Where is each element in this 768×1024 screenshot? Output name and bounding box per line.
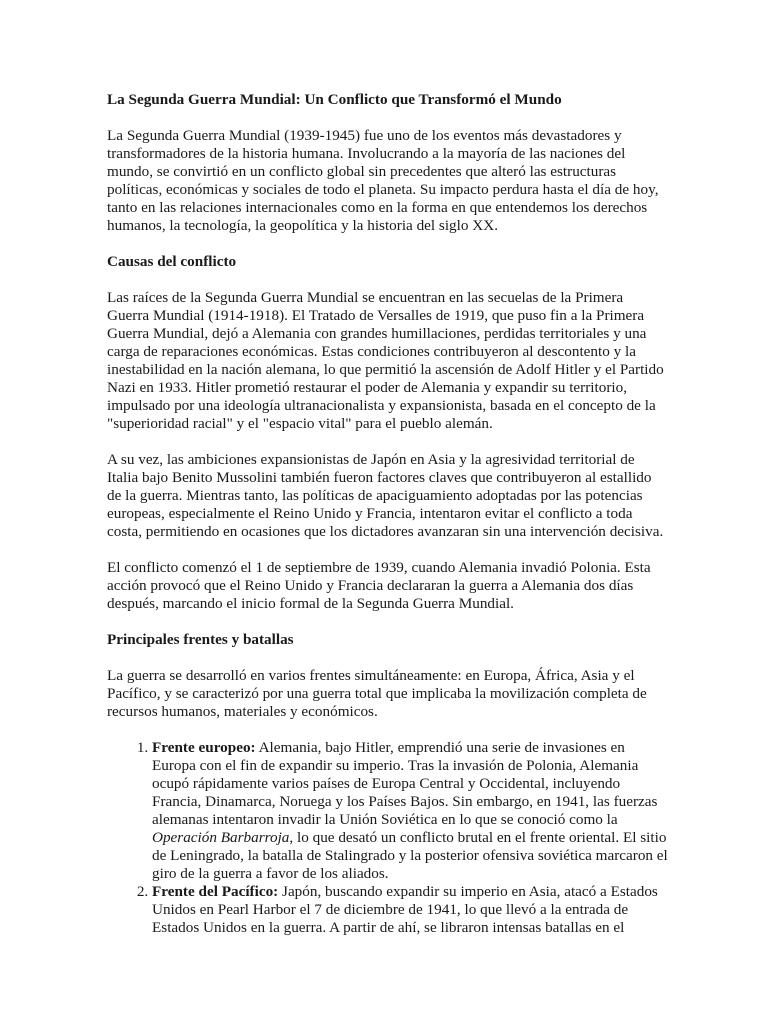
pacific-front-text-a: Japón, buscando expandir su imperio en Asia, atacó a Estados Unidos en Pearl Harbor el 7 de diciembre de 1941, lo que llevó a la entrada de Estados Unidos en la guerra. A partir de ahí, se libraron intensas batallas en el <box>152 883 658 936</box>
european-front-lead: Frente europeo: <box>152 739 256 756</box>
causes-paragraph-1: Las raíces de la Segunda Guerra Mundial se encuentran en las secuelas de la Primera Guerra Mundial (1914-1918). El Tratado de Versalles de 1919, que puso fin a la Primera Guerra Mundial, dejó a Alemania con grandes humillaciones, perdidas territoriales y una carga de reparaciones económicas. Estas condiciones contribuyeron al descontento y la inestabilidad en la nación alemana, lo que permitió la ascensión de Adolf Hitler y el Partido Nazi en 1933. Hitler prometió restaurar el poder de Alemania y expandir su territorio, impulsado por una ideología ultranacionalista y expansionista, basada en el concepto de la "superioridad racial" y el "espacio vital" para el pueblo alemán. <box>107 289 664 432</box>
causes-heading: Causas del conflicto <box>107 253 237 270</box>
pacific-front-lead: Frente del Pacífico: <box>152 883 279 900</box>
causes-paragraph-3: El conflicto comenzó el 1 de septiembre de 1939, cuando Alemania invadió Polonia. Esta acción provocó que el Reino Unido y Francia declararan la guerra a Alemania dos días después, marcando el inicio formal de la Segunda Guerra Mundial. <box>107 559 651 612</box>
fronts-intro-paragraph: La guerra se desarrolló en varios frentes simultáneamente: en Europa, África, Asia y el Pacífico, y se caracterizó por una guerra total que implicaba la movilización completa de recursos humanos, materiales y económicos. <box>107 667 647 720</box>
list-item-european-front <box>152 739 668 883</box>
intro-paragraph: La Segunda Guerra Mundial (1939-1945) fue uno de los eventos más devastadores y transformadores de la historia humana. Involucrando a la mayoría de las naciones del mundo, se convirtió en un conflicto global sin precedentes que alteró las estructuras políticas, económicas y sociales de todo el planeta. Su impacto perdura hasta el día de hoy, tanto en las relaciones internacionales como en la forma en que entendemos los derechos humanos, la tecnología, la geopolítica y la historia del siglo XX. <box>107 127 659 234</box>
european-front-text-a: Alemania, bajo Hitler, emprendió una serie de invasiones en Europa con el fin de expandir su imperio. Tras la invasión de Polonia, Alemania ocupó rápidamente varios países de Europa Central y Occidental, incluyendo Francia, Dinamarca, Noruega y los Países Bajos. Sin embargo, en 1941, las fuerzas alemanas intentaron invadir la Unión Soviética en lo que se conoció como la <box>152 739 658 828</box>
operation-name: Operación Barbarroja <box>152 829 290 846</box>
causes-paragraph-2: A su vez, las ambiciones expansionistas de Japón en Asia y la agresividad territorial de Italia bajo Benito Mussolini también fueron factores claves que contribuyeron al estallido de la guerra. Mientras tanto, las políticas de apaciguamiento adoptadas por las potencias europeas, especialmente el Reino Unido y Francia, intentaron evitar el conflicto a toda costa, permitiendo en ocasiones que los dictadores avanzaran sin una intervención decisiva. <box>107 451 664 540</box>
fronts-heading: Principales frentes y batallas <box>107 631 294 648</box>
fronts-list <box>107 739 668 937</box>
list-item-pacific-front <box>152 883 668 937</box>
european-front-text-b: , lo que desató un conflicto brutal en el frente oriental. El sitio de Leningrado, la batalla de Stalingrado y la posterior ofensiva soviética marcaron el giro de la guerra a favor de los aliados. <box>152 829 668 882</box>
document-title: La Segunda Guerra Mundial: Un Conflicto que Transformó el Mundo <box>107 91 562 108</box>
